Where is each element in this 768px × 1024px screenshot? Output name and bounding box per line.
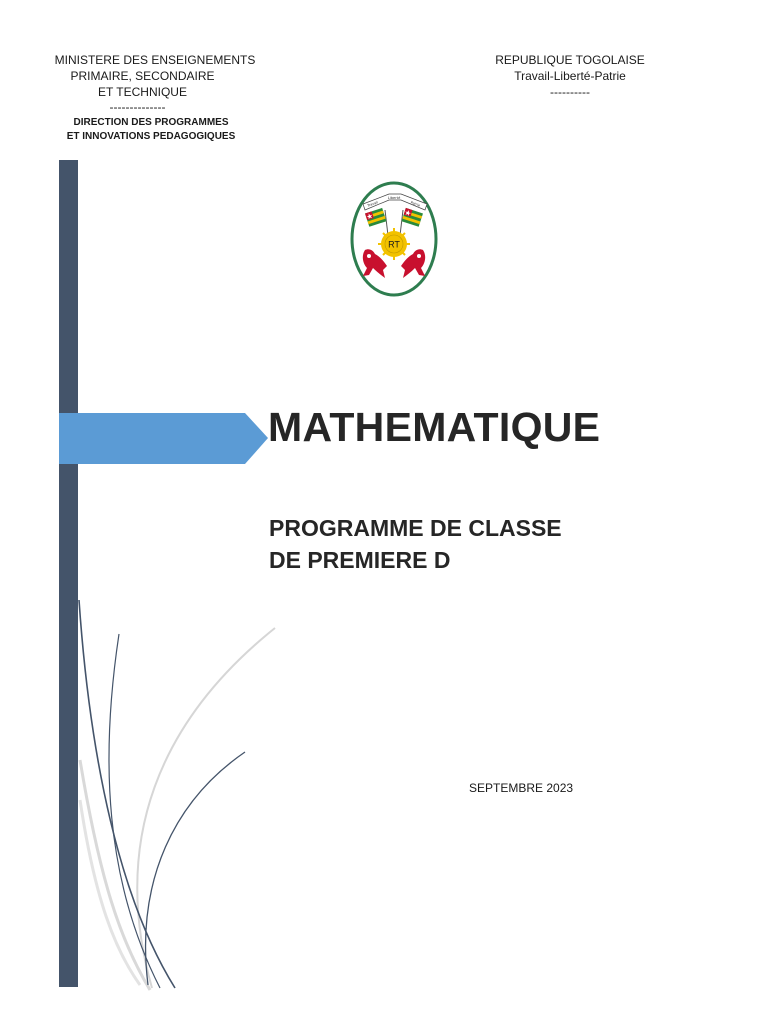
svg-text:RT: RT bbox=[388, 239, 400, 250]
coat-of-arms-emblem bbox=[349, 180, 439, 298]
svg-text:Liberté: Liberté bbox=[387, 196, 401, 200]
ministry-separator: -------------- bbox=[109, 100, 166, 114]
curve-light-long bbox=[137, 628, 275, 988]
document-title: MATHEMATIQUE bbox=[268, 404, 601, 450]
subtitle-line-2: DE PREMIERE D bbox=[269, 547, 451, 573]
svg-text:Travail: Travail bbox=[366, 200, 379, 208]
svg-text:Patrie: Patrie bbox=[410, 200, 421, 208]
ministry-line-3: ET TECHNIQUE bbox=[98, 85, 187, 99]
direction-line-1: DIRECTION DES PROGRAMMES bbox=[73, 117, 229, 128]
curve-light-outer bbox=[80, 760, 150, 990]
title-arrow-banner bbox=[59, 413, 271, 465]
direction-line-2: ET INNOVATIONS PEDAGOGIQUES bbox=[66, 131, 236, 142]
national-motto: Travail-Liberté-Patrie bbox=[514, 69, 626, 83]
publication-date: SEPTEMBRE 2023 bbox=[469, 781, 574, 795]
republic-separator: ---------- bbox=[550, 85, 590, 99]
document-subtitle bbox=[269, 512, 562, 576]
ministry-line-2: PRIMAIRE, SECONDAIRE bbox=[70, 69, 215, 83]
curve-dark-left bbox=[79, 600, 175, 988]
country-name: REPUBLIQUE TOGOLAISE bbox=[495, 53, 645, 67]
curve-dark-right bbox=[146, 752, 245, 985]
curve-dark-thin bbox=[109, 634, 160, 988]
ministry-line-1: MINISTERE DES ENSEIGNEMENTS bbox=[54, 53, 256, 67]
subtitle-line-1: PROGRAMME DE CLASSE bbox=[269, 515, 562, 541]
